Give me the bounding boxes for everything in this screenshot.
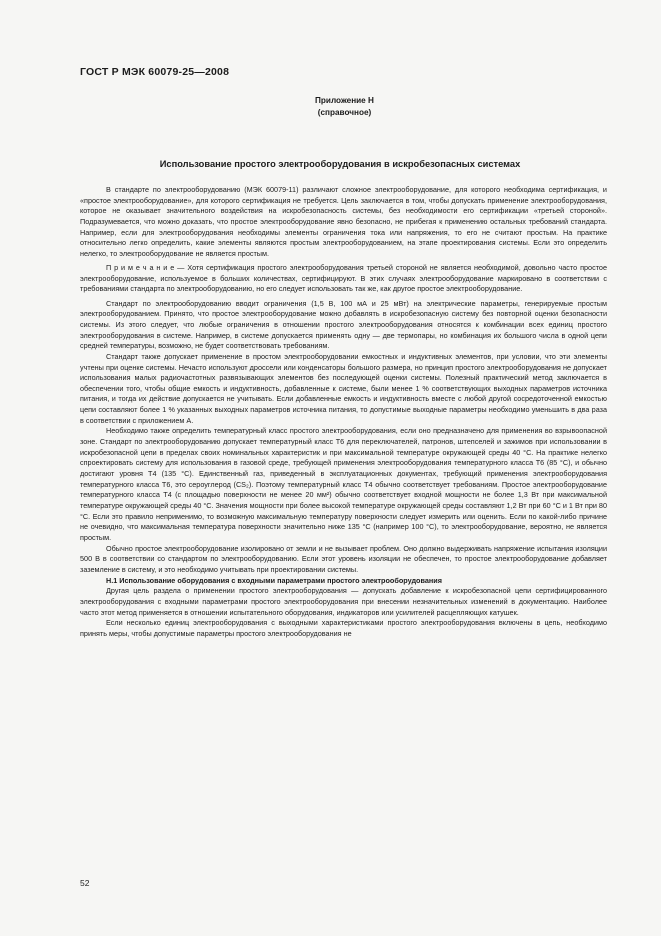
annex-label: Приложение Н	[315, 96, 374, 105]
paragraph: Если несколько единиц электрооборудования с выходными характеристиками простого электрооборудования включены в цепь, необходимо принять меры, чтобы допустимые параметры простого электрооборудования не	[80, 618, 607, 638]
standard-header: ГОСТ Р МЭК 60079-25—2008	[80, 66, 230, 78]
paragraph: Стандарт по электрооборудованию вводит ограничения (1,5 В, 100 мА и 25 мВт) на электрические параметры, генерируемые простым электрооборудованием. Принято, что простое электрооборудование можно добавлять в искробезопасную систему без повторной оценки безопасности системы. Из этого следует, что любые ограничения в отношении простого электрооборудования относятся к комбинации всех единиц простого электрооборудования в системе. Например, в системе допускается применять одну — две термопары, но комбинация их большого числа в одной цепи средней температуры, возможно, не будет соответствовать требованиям.	[80, 298, 607, 351]
document-body	[80, 185, 607, 640]
page-number: 52	[80, 878, 90, 888]
paragraph: Другая цель раздела о применении простого электрооборудования — допускать добавление к искробезопасной цепи сертифицированного электрооборудования с входными параметрами простого электрооборудования при внесении незначительных изменений в документацию. Наиболее часто этот метод применяется в отношении испытательного оборудования, индикаторов или усилителей расцепляющих катушек.	[80, 586, 607, 617]
note-paragraph: П р и м е ч а н и е — Хотя сертификация простого электрооборудования третьей стороной не является необходимой, довольно часто простое электрооборудование, используемое в больших количествах, сертифицируют. В этих случаях электрооборудование маркировано в соответствии с требованиями стандарта по электрооборудованию, но его следует использовать так же, как другое простое электрооборудование.	[80, 263, 607, 294]
annex-title: Использование простого электрооборудования в искробезопасных системах	[159, 159, 521, 169]
paragraph: В стандарте по электрооборудованию (МЭК 60079-11) различают сложное электрооборудование, для которого необходима сертификация, и «простое электрооборудование», для которого сертификация не требуется. Цель заключается в том, чтобы допускать применение электрооборудования, которое не оказывает значительного воздействия на искробезопасность системы, без необходимости его сертификации «третьей стороной». Подразумевается, что можно доказать, что простое электрооборудование явно безопасно, не прибегая к применению остальных требований стандарта. Например, если для электрооборудования необходимы элементы ограничения тока или напряжения, то его не считают простым. На практике относительно легко определить, какие элементы являются простым электрооборудованием, на этапе проектирования системы. Если это определить нелегко, то электрооборудование не является простым.	[80, 185, 607, 258]
annex-status: (справочное)	[317, 108, 372, 117]
paragraph: Необходимо также определить температурный класс простого электрооборудования, если оно предназначено для применения во взрывоопасной зоне. Стандарт по электрооборудованию допускает температурный класс Т6 для переключателей, патронов, штепселей и зажимов при использовании в искробезопасной цепи в пределах своих номинальных характеристик и при максимальной температуре окружающей среды 40 °С. На практике нелегко спроектировать систему для использования в газовой среде, требующей применения электрооборудования температурного класса Т6 (85 °С), и обычно достигают уровня Т4 (135 °С). Единственный газ, приведенный в эксплуатационных документах, требующий применения электрооборудования температурного класса Т6, это сероуглерод (CS₂). Поэтому температурный класс Т4 обычно соответствует требованиям. Простое электрооборудование температурного класса Т4 (с площадью поверхности не менее 20 мм²) обычно соответствует входной мощности не более 1,3 Вт при максимальной температуре окружающей среды 40 °С. Значения мощности при более высокой температуре окружающей среды составляют 1,2 Вт при 60 °С и 1 Вт при 80 °С. Если это правило неприменимо, то возможную максимальную температуру поверхности следует измерить или оценить. Если по какой-либо причине не очевидно, что максимальная температура поверхности значительно ниже 135 °С (например 100 °С), то электрооборудование, вероятно, не является простым.	[80, 426, 607, 542]
section-heading: Н.1 Использование оборудования с входными параметрами простого электрооборудования	[106, 575, 442, 585]
paragraph: Обычно простое электрооборудование изолировано от земли и не вызывает проблем. Оно должно выдерживать напряжение испытания изоляции 500 В в соответствии со стандартом по электрооборудованию. Если этот уровень изоляции не обеспечен, то простое электрооборудование добавляет заземление в систему, и это необходимо учитывать при проектировании системы.	[80, 543, 607, 574]
paragraph: Стандарт также допускает применение в простом электрооборудовании емкостных и индуктивных элементов, при условии, что эти элементы учтены при оценке системы. Нечасто используют дроссели или конденсаторы большого размера, но принцип простого электрооборудования не допускает использования малых радиочастотных развязывающих элементов без последующей оценки системы. Полезный практический метод заключается в обеспечении того, чтобы общие емкость и индуктивность, добавленные к системе, были менее 1 % соответствующих выходных параметров источника питания, и тогда их действие допускается не учитывать. Если добавленные емкость и индуктивность вместе с любой другой сосредоточенной емкостью цепи составляют более 1 % указанных выходных параметров источника питания, то допустимые выходные параметры необходимо уменьшить в два раза в соответствии с приложением А.	[80, 351, 607, 425]
